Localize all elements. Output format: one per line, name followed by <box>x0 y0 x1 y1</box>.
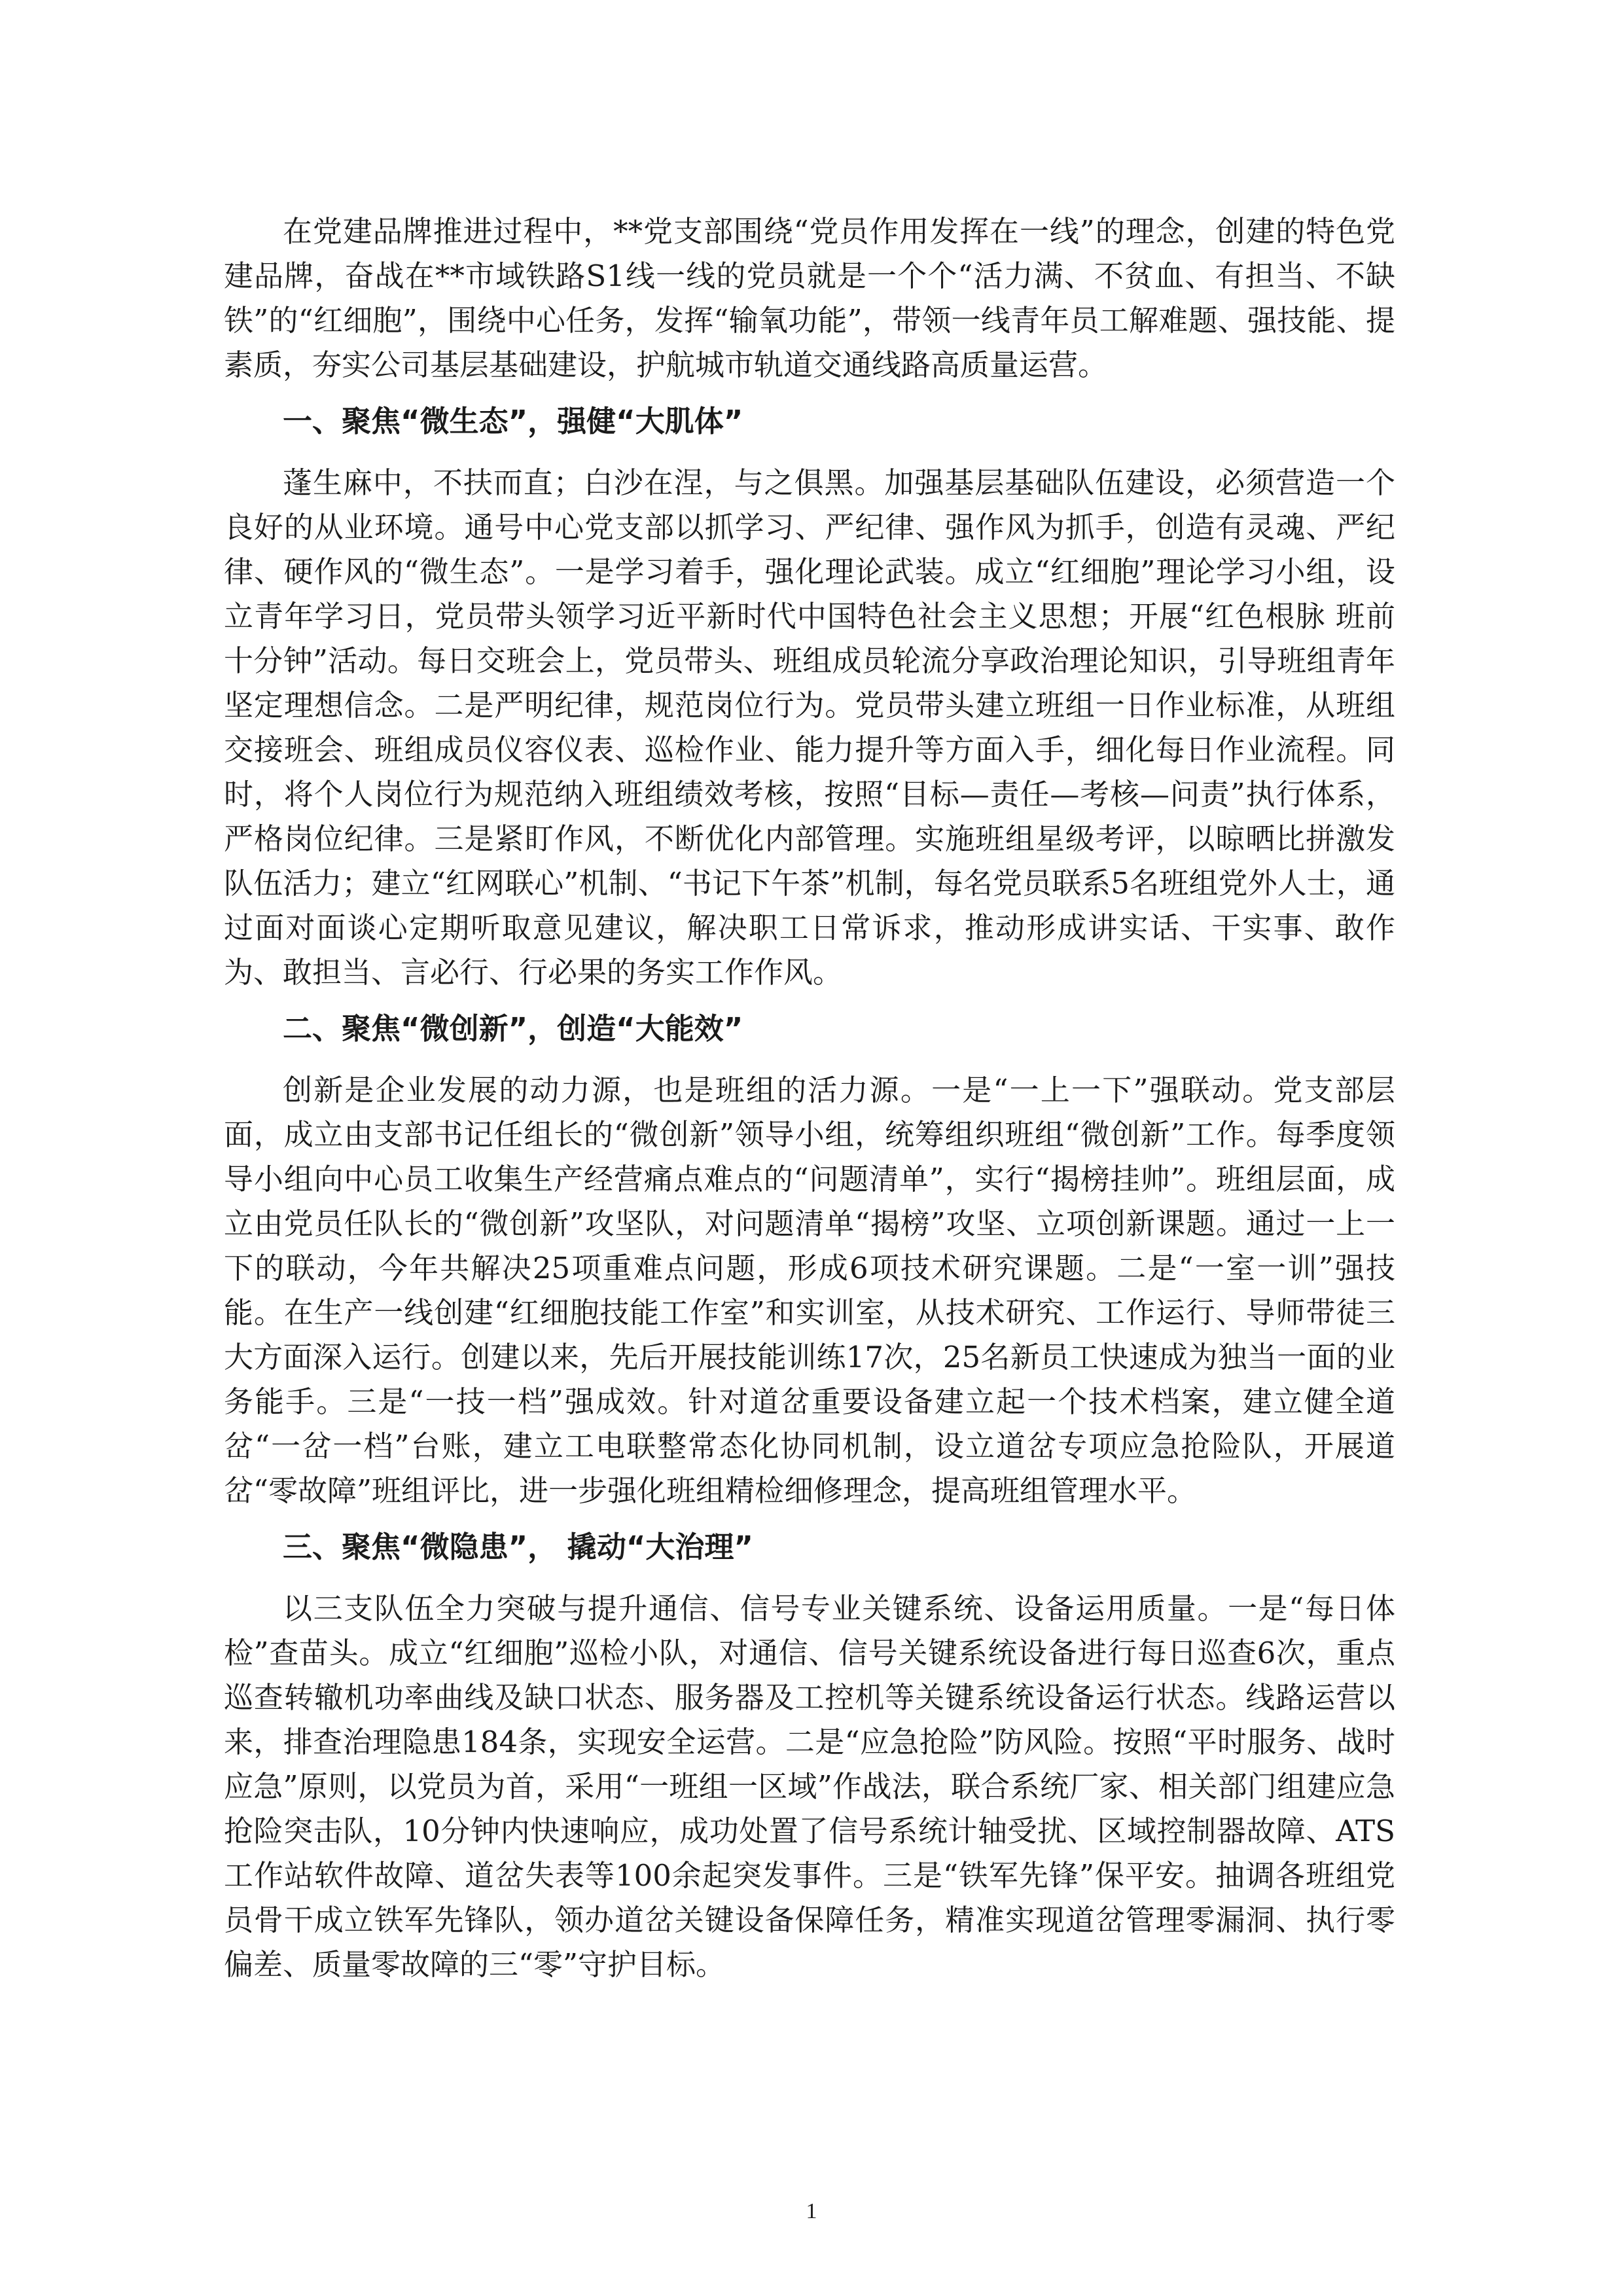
intro-paragraph: 在党建品牌推进过程中，**党支部围绕“党员作用发挥在一线”的理念，创建的特色党建品牌，奋战在**市域铁路S1线一线的党员就是一个个“活力满、不贫血、有担当、不缺铁”的“红细胞”，围绕中心任务，发挥“输氧功能”，带领一线青年员工解难题、强技能、提素质，夯实公司基层基础建设，护航城市轨道交通线路高质量运营。 <box>224 214 1395 382</box>
page-number: 1 <box>806 2199 817 2223</box>
section-body-1: 蓬生麻中，不扶而直；白沙在涅，与之俱黑。加强基层基础队伍建设，必须营造一个良好的从业环境。通号中心党支部以抓学习、严纪律、强作风为抓手，创造有灵魂、严纪律、硬作风的“微生态”。一是学习着手，强化理论武装。成立“红细胞”理论学习小组，设立青年学习日，党员带头领学习近平新时代中国特色社会主义思想；开展“红色根脉 班前十分钟”活动。每日交班会上，党员带头、班组成员轮流分享政治理论知识，引导班组青年坚定理想信念。二是严明纪律，规范岗位行为。党员带头建立班组一日作业标准，从班组交接班会、班组成员仪容仪表、巡检作业、能力提升等方面入手，细化每日作业流程。同时，将个人岗位行为规范纳入班组绩效考核，按照“目标—责任—考核—问责”执行体系，严格岗位纪律。三是紧盯作风，不断优化内部管理。实施班组星级考评，以晾晒比拼激发队伍活力；建立“红网联心”机制、“书记下午茶”机制，每名党员联系5名班组党外人士，通过面对面谈心定期听取意见建议，解决职工日常诉求，推动形成讲实话、干实事、敢作为、敢担当、言必行、行必果的务实工作作风。 <box>224 465 1395 990</box>
section-body-3: 以三支队伍全力突破与提升通信、信号专业关键系统、设备运用质量。一是“每日体检”查苗头。成立“红细胞”巡检小队，对通信、信号关键系统设备进行每日巡查6次，重点巡查转辙机功率曲线及缺口状态、服务器及工控机等关键系统设备运行状态。线路运营以来，排查治理隐患184条，实现安全运营。二是“应急抢险”防风险。按照“平时服务、战时应急”原则，以党员为首，采用“一班组一区域”作战法，联合系统厂家、相关部门组建应急抢险突击队，10分钟内快速响应，成功处置了信号系统计轴受扰、区域控制器故障、ATS工作站软件故障、道岔失表等100余起突发事件。三是“铁军先锋”保平安。抽调各班组党员骨干成立铁军先锋队，领办道岔关键设备保障任务，精准实现道岔管理零漏洞、执行零偏差、质量零故障的三“零”守护目标。 <box>224 1591 1395 1982</box>
section-heading-2: 二、聚焦“微创新”，创造“大能效” <box>283 1011 743 1046</box>
section-heading-3: 三、聚焦“微隐患”， 撬动“大治理” <box>283 1530 753 1564</box>
section-body-2: 创新是企业发展的动力源，也是班组的活力源。一是“一上一下”强联动。党支部层面，成立由支部书记任组长的“微创新”领导小组，统筹组织班组“微创新”工作。每季度领导小组向中心员工收集生产经营痛点难点的“问题清单”，实行“揭榜挂帅”。班组层面，成立由党员任队长的“微创新”攻坚队，对问题清单“揭榜”攻坚、立项创新课题。通过一上一下的联动，今年共解决25项重难点问题，形成6项技术研究课题。二是“一室一训”强技能。在生产一线创建“红细胞技能工作室”和实训室，从技术研究、工作运行、导师带徒三大方面深入运行。创建以来，先后开展技能训练17次，25名新员工快速成为独当一面的业务能手。三是“一技一档”强成效。针对道岔重要设备建立起一个技术档案，建立健全道岔“一岔一档”台账，建立工电联整常态化协同机制，设立道岔专项应急抢险队，开展道岔“零故障”班组评比，进一步强化班组精检细修理念，提高班组管理水平。 <box>224 1073 1395 1508</box>
document-body <box>224 209 1395 1999</box>
section-heading-1: 一、聚焦“微生态”，强健“大肌体” <box>283 404 743 439</box>
